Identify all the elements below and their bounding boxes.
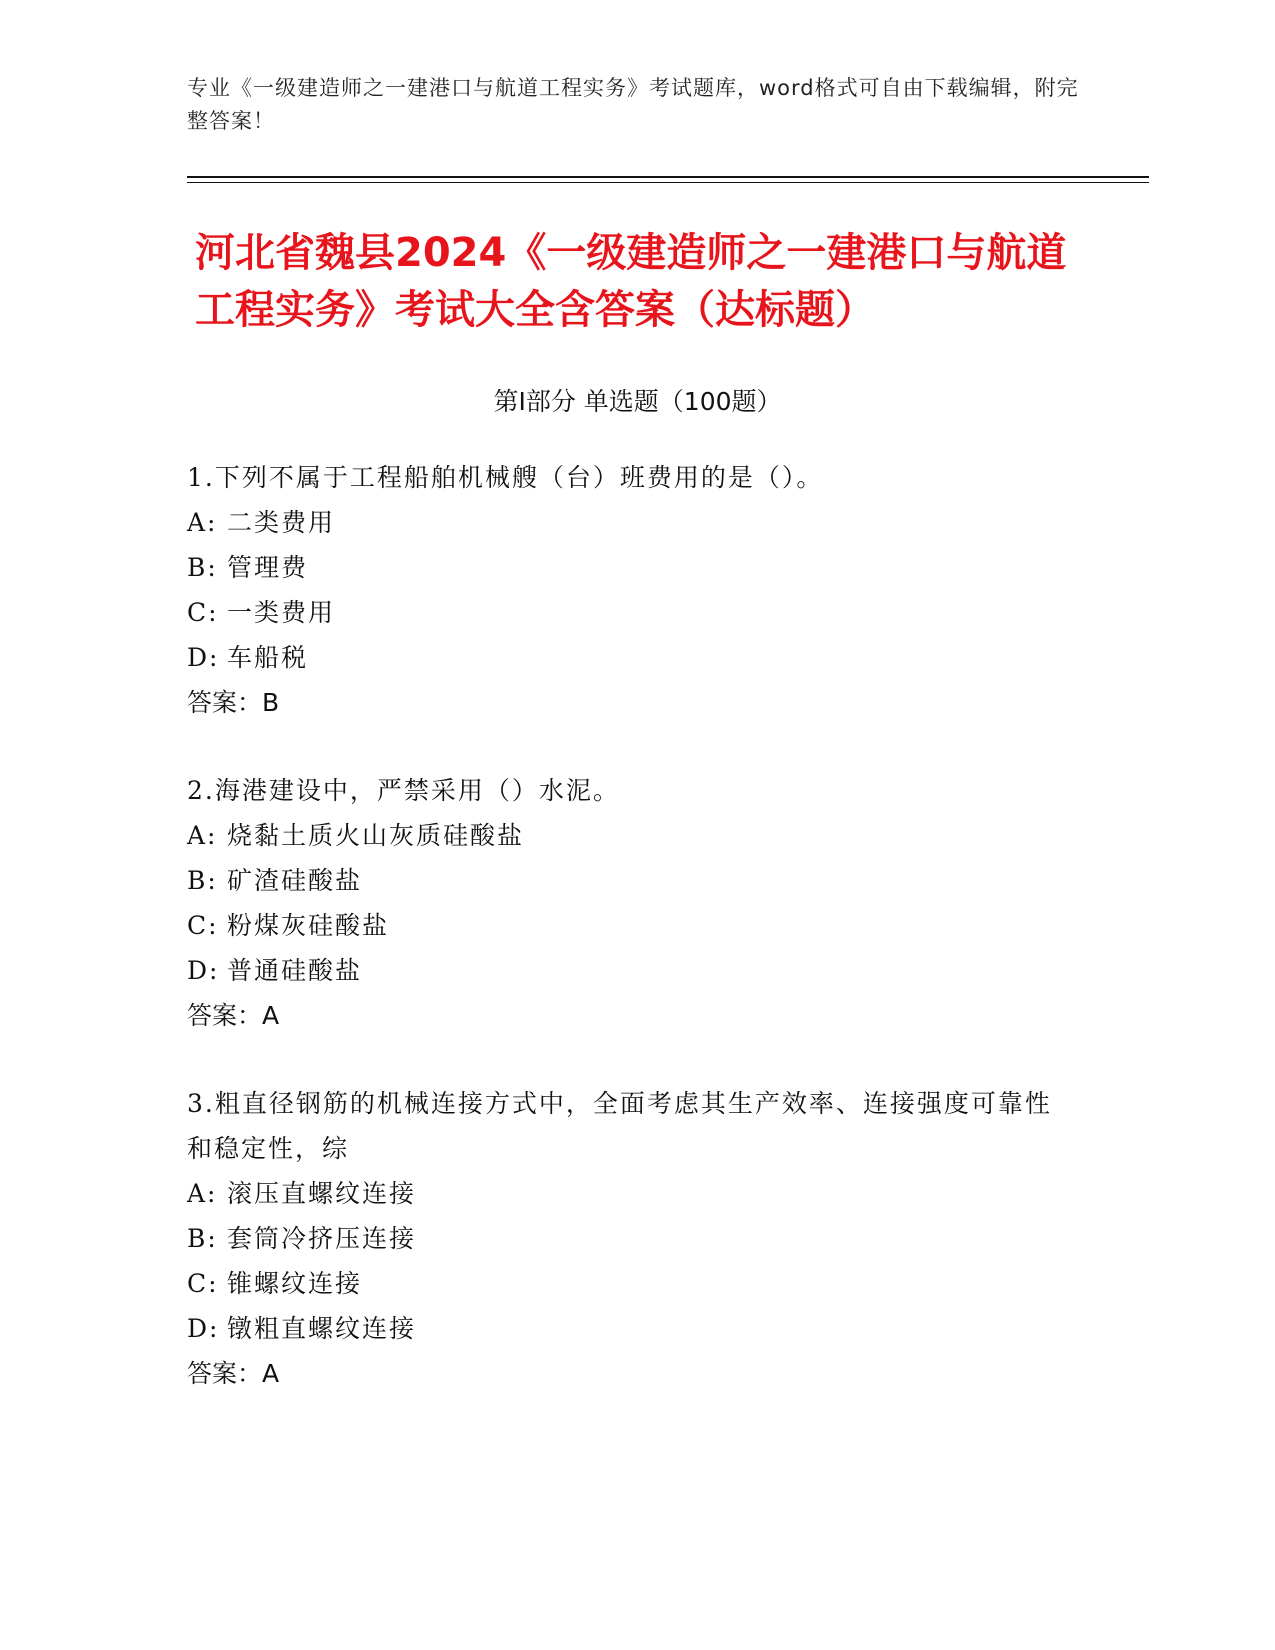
option-letter: C: — [187, 911, 219, 940]
section-title: 第Ⅰ部分 单选题（100题） — [493, 387, 782, 416]
option-text: 镦粗直螺纹连接 — [227, 1314, 417, 1343]
option-text: 锥螺纹连接 — [227, 1269, 363, 1298]
option-letter: A: — [187, 1179, 218, 1208]
header-rule-thick — [187, 176, 1149, 178]
option-b — [187, 545, 1067, 590]
header-rule-thin — [187, 182, 1149, 183]
option-b — [187, 858, 1067, 903]
option-d — [187, 635, 1067, 680]
option-letter: B: — [187, 1224, 218, 1253]
option-text: 套筒冷挤压连接 — [227, 1224, 417, 1253]
document-title: 河北省魏县2024《一级建造师之一建港口与航道工程实务》考试大全含答案（达标题） — [195, 230, 1067, 333]
question-stem: 3.粗直径钢筋的机械连接方式中，全面考虑其生产效率、连接强度可靠性和稳定性，综 — [187, 1089, 1052, 1163]
option-c — [187, 1261, 1067, 1306]
option-text: 一类费用 — [227, 598, 336, 627]
answer: 答案：A — [187, 1001, 280, 1030]
option-letter: B: — [187, 553, 218, 582]
answer: 答案：A — [187, 1359, 280, 1388]
option-text: 烧黏土质火山灰质硅酸盐 — [227, 821, 525, 850]
option-d — [187, 1306, 1067, 1351]
header-note: 专业《一级建造师之一建港口与航道工程实务》考试题库，word格式可自由下载编辑，附完整答案！ — [187, 76, 1079, 133]
option-text: 普通硅酸盐 — [227, 956, 363, 985]
option-letter: A: — [187, 508, 218, 537]
option-letter: D: — [187, 1314, 220, 1343]
option-a — [187, 500, 1067, 545]
question-3 — [187, 1081, 1067, 1396]
option-a — [187, 1171, 1067, 1216]
option-text: 粉煤灰硅酸盐 — [227, 911, 390, 940]
question-2 — [187, 768, 1067, 1038]
question-1 — [187, 455, 1067, 725]
question-stem: 1.下列不属于工程船舶机械艘（台）班费用的是（）。 — [187, 463, 824, 492]
answer: 答案：B — [187, 688, 280, 717]
option-c — [187, 903, 1067, 948]
option-text: 滚压直螺纹连接 — [227, 1179, 417, 1208]
option-a — [187, 813, 1067, 858]
option-d — [187, 948, 1067, 993]
option-text: 车船税 — [227, 643, 309, 672]
option-letter: B: — [187, 866, 218, 895]
option-letter: A: — [187, 821, 218, 850]
option-text: 二类费用 — [227, 508, 336, 537]
option-c — [187, 590, 1067, 635]
option-b — [187, 1216, 1067, 1261]
option-text: 管理费 — [227, 553, 309, 582]
option-letter: C: — [187, 1269, 219, 1298]
question-stem: 2.海港建设中，严禁采用（）水泥。 — [187, 776, 620, 805]
option-text: 矿渣硅酸盐 — [227, 866, 363, 895]
option-letter: D: — [187, 956, 220, 985]
option-letter: D: — [187, 643, 220, 672]
option-letter: C: — [187, 598, 219, 627]
